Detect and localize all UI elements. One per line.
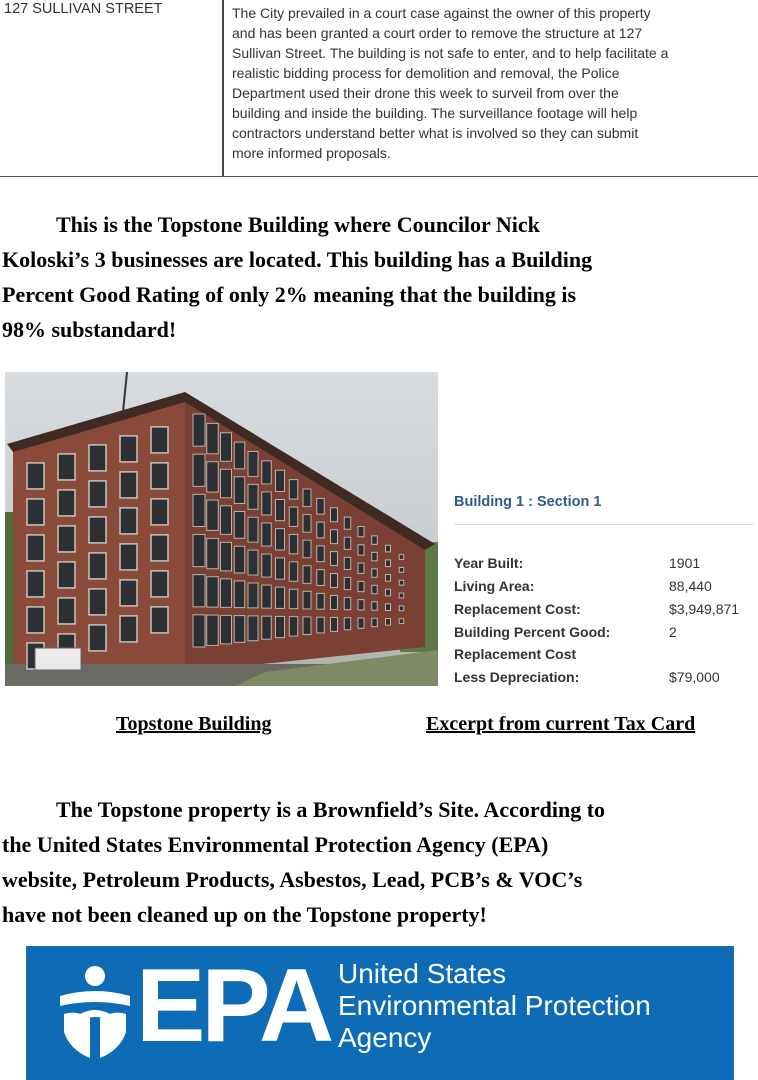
building-window bbox=[399, 593, 404, 598]
building-window bbox=[317, 522, 325, 538]
building-window bbox=[331, 508, 338, 522]
building-window bbox=[399, 619, 404, 624]
table-divider bbox=[222, 0, 224, 176]
building-window bbox=[58, 490, 75, 516]
building-window bbox=[344, 557, 351, 569]
building-window bbox=[221, 579, 232, 608]
building-window bbox=[331, 596, 338, 610]
building-window bbox=[317, 570, 325, 586]
building-window bbox=[221, 615, 232, 644]
building-window bbox=[248, 452, 258, 477]
building-window bbox=[89, 445, 106, 471]
building-window bbox=[358, 600, 364, 610]
building-window bbox=[89, 481, 106, 507]
building-window bbox=[358, 581, 364, 591]
building-window bbox=[89, 589, 106, 615]
paragraph-line: This is the Topstone Building where Councilor Nick bbox=[56, 212, 540, 237]
building-window bbox=[221, 433, 232, 462]
building-window bbox=[262, 585, 272, 608]
building-window bbox=[248, 550, 258, 575]
tax-card-label: Building Percent Good: bbox=[454, 624, 611, 640]
building-window bbox=[358, 563, 364, 573]
tax-card-excerpt bbox=[446, 480, 756, 690]
building-window bbox=[372, 536, 378, 544]
building-window bbox=[89, 517, 106, 543]
building-window bbox=[27, 463, 44, 489]
epa-logo-banner bbox=[26, 946, 734, 1080]
building-window bbox=[58, 562, 75, 588]
building-window bbox=[386, 575, 391, 582]
building-window bbox=[234, 546, 245, 573]
building-window bbox=[234, 581, 245, 608]
building-window bbox=[234, 477, 245, 504]
building-window bbox=[372, 602, 378, 610]
building-window bbox=[207, 538, 219, 568]
building-window bbox=[27, 535, 44, 561]
building-window bbox=[193, 414, 205, 446]
building-window bbox=[344, 598, 351, 610]
tax-card-value: $3,949,871 bbox=[669, 601, 740, 617]
building-window bbox=[289, 562, 298, 581]
building-window bbox=[317, 498, 325, 514]
building-window bbox=[344, 537, 351, 549]
building-window bbox=[331, 617, 338, 631]
building-window bbox=[234, 616, 245, 643]
building-window bbox=[386, 604, 391, 611]
building-window bbox=[207, 577, 219, 607]
building-window bbox=[372, 618, 378, 626]
excerpt-line: contractors understand better what is involved so they can submit bbox=[232, 125, 639, 141]
building-window bbox=[89, 625, 106, 651]
epa-flower-icon bbox=[56, 962, 134, 1062]
tax-card-value: 1901 bbox=[669, 555, 701, 571]
building-window bbox=[234, 442, 245, 469]
excerpt-line: The City prevailed in a court case against the owner of this property bbox=[232, 5, 651, 21]
excerpt-line: Sullivan Street. The building is not safe to enter, and to help facilitate a bbox=[232, 45, 669, 61]
building-window bbox=[303, 515, 311, 533]
building-window bbox=[303, 540, 311, 558]
tax-card-label: Living Area: bbox=[454, 578, 535, 594]
building-window bbox=[289, 534, 298, 553]
building-window bbox=[344, 618, 351, 630]
paragraph-line: have not been cleaned up on the Topstone property! bbox=[2, 902, 487, 927]
building-window bbox=[372, 585, 378, 593]
building-window bbox=[276, 587, 285, 608]
building-window bbox=[399, 580, 404, 585]
building-window bbox=[358, 527, 364, 537]
tax-card-value: $79,000 bbox=[669, 669, 720, 685]
building-window bbox=[331, 574, 338, 588]
paragraph-line: The Topstone property is a Brownfield’s Site. According to bbox=[56, 797, 606, 822]
agency-line: Environmental Protection bbox=[338, 990, 651, 1021]
building-window bbox=[193, 575, 205, 607]
tax-card-divider bbox=[454, 524, 754, 525]
building-window bbox=[193, 535, 205, 567]
epa-abbreviation: EPA bbox=[136, 948, 331, 1064]
tax-card-value: 2 bbox=[669, 624, 677, 640]
building-window bbox=[221, 506, 232, 535]
building-window bbox=[386, 618, 391, 625]
building-window bbox=[289, 589, 298, 608]
street-address: 127 SULLIVAN STREET bbox=[4, 1, 163, 17]
building-window bbox=[89, 553, 106, 579]
excerpt-line: and has been granted a court order to remove the structure at 127 bbox=[232, 25, 643, 41]
building-window bbox=[262, 523, 272, 546]
building-window bbox=[221, 542, 232, 571]
building-window bbox=[221, 469, 232, 498]
building-window bbox=[120, 616, 137, 642]
building-window bbox=[58, 598, 75, 624]
building-window bbox=[248, 616, 258, 641]
building-window bbox=[58, 454, 75, 480]
building-window bbox=[207, 500, 219, 530]
building-window bbox=[399, 567, 404, 572]
building-window bbox=[399, 606, 404, 611]
building-window bbox=[289, 617, 298, 636]
building-window bbox=[248, 484, 258, 509]
paragraph-line: 98% substandard! bbox=[2, 317, 177, 342]
building-window bbox=[120, 580, 137, 606]
tax-card-label: Replacement Cost: bbox=[454, 601, 581, 617]
building-window bbox=[27, 571, 44, 597]
building-window bbox=[276, 529, 285, 550]
building-window bbox=[120, 436, 137, 462]
building-window bbox=[276, 470, 285, 491]
building-window bbox=[372, 569, 378, 577]
building-window bbox=[344, 577, 351, 589]
building-window bbox=[207, 615, 219, 645]
excerpt-description bbox=[232, 3, 752, 163]
building-window bbox=[120, 472, 137, 498]
building-window bbox=[151, 607, 168, 633]
excerpt-line: realistic bidding process for demolition and removal, the Police bbox=[232, 65, 620, 81]
photo-caption: Topstone Building bbox=[116, 713, 272, 735]
tax-card-label: Year Built: bbox=[454, 555, 524, 571]
building-window bbox=[193, 454, 205, 486]
building-window bbox=[276, 616, 285, 637]
tax-card-label: Replacement Cost bbox=[454, 646, 577, 662]
topstone-paragraph bbox=[2, 207, 756, 347]
tax-card-section-title: Building 1 : Section 1 bbox=[454, 494, 602, 510]
paragraph-line: Koloski’s 3 businesses are located. This building has a Building bbox=[2, 247, 593, 272]
building-window bbox=[151, 427, 168, 453]
tax-card-label: Less Depreciation: bbox=[454, 669, 580, 685]
building-window bbox=[27, 607, 44, 633]
building-window bbox=[303, 489, 311, 507]
building-window bbox=[234, 512, 245, 539]
building-window bbox=[151, 535, 168, 561]
building-window bbox=[331, 552, 338, 566]
building-window bbox=[207, 462, 219, 492]
building-window bbox=[276, 558, 285, 579]
building-window bbox=[358, 618, 364, 628]
building-window bbox=[399, 555, 404, 560]
paragraph-line: website, Petroleum Products, Asbestos, Lead, PCB’s & VOC’s bbox=[2, 867, 583, 892]
building-window bbox=[276, 499, 285, 520]
excerpt-line: more informed proposals. bbox=[232, 145, 391, 161]
building-window bbox=[58, 526, 75, 552]
excerpt-line: Department used their drone this week to surveil from over the bbox=[232, 85, 619, 101]
paragraph-line: the United States Environmental Protection Agency (EPA) bbox=[2, 832, 549, 857]
building-window bbox=[317, 617, 325, 633]
building-window bbox=[120, 544, 137, 570]
building-window bbox=[262, 461, 272, 484]
building-window bbox=[358, 545, 364, 555]
building-window bbox=[289, 480, 298, 499]
building-window bbox=[386, 560, 391, 567]
building-window bbox=[289, 507, 298, 526]
building-window bbox=[372, 552, 378, 560]
building-window bbox=[386, 589, 391, 596]
building-window bbox=[151, 463, 168, 489]
building-window bbox=[193, 494, 205, 526]
building-window bbox=[151, 571, 168, 597]
building-window bbox=[207, 423, 219, 453]
tax-card-caption: Excerpt from current Tax Card bbox=[426, 713, 696, 735]
building-window bbox=[303, 566, 311, 584]
paragraph-line: Percent Good Rating of only 2% meaning that the building is bbox=[2, 282, 577, 307]
agency-line: Agency bbox=[338, 1022, 432, 1053]
building-window bbox=[262, 616, 272, 639]
building-window bbox=[344, 517, 351, 529]
building-window bbox=[331, 530, 338, 544]
building-window bbox=[27, 499, 44, 525]
building-window bbox=[303, 617, 311, 635]
topstone-building-photo bbox=[5, 372, 438, 686]
building-window bbox=[317, 593, 325, 609]
building-window bbox=[193, 615, 205, 647]
brownfield-paragraph bbox=[2, 792, 756, 932]
building-window bbox=[262, 554, 272, 577]
building-window bbox=[248, 517, 258, 542]
tax-card-value: 88,440 bbox=[669, 578, 712, 594]
building-window bbox=[120, 508, 137, 534]
epa-agency-name bbox=[338, 958, 651, 1054]
building-window bbox=[317, 546, 325, 562]
building-window bbox=[386, 545, 391, 552]
building-window bbox=[262, 492, 272, 515]
excerpt-line: building and inside the building. The surveillance footage will help bbox=[232, 105, 638, 121]
agency-line: United States bbox=[338, 958, 507, 989]
building-window bbox=[151, 499, 168, 525]
building-window bbox=[248, 583, 258, 608]
building-window bbox=[303, 591, 311, 609]
news-excerpt-table bbox=[0, 0, 758, 177]
